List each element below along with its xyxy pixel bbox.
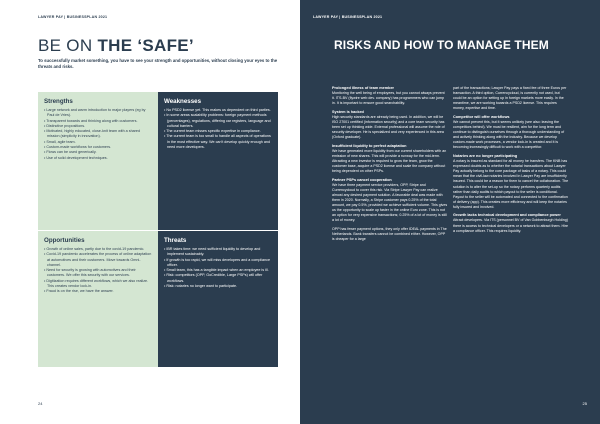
list-item: • Small team, this has a tangible impact when an employee is ill. xyxy=(164,268,272,273)
weaknesses-heading: Weaknesses xyxy=(164,98,202,105)
section-heading: Growth lacks technical development and compliance power xyxy=(453,213,561,218)
page-number: 25 xyxy=(582,401,587,406)
section-heading: Prolonged illness of team member xyxy=(332,86,395,90)
list-item: • The current team is too small to handle all aspects of operations in the most effective way. We can't develop quickly enough and need more developers. xyxy=(164,134,272,150)
opportunities-box xyxy=(38,231,158,367)
list-item: • Motivated, highly educated, close-knit team with a shared mission (simplicity in innovation). xyxy=(44,129,152,140)
list-item: • Digitization requires different workflows, which we also realize. This creates vendor lock-in. xyxy=(44,279,152,290)
weaknesses-box xyxy=(158,92,278,231)
risk-section xyxy=(453,86,569,111)
section-text: High security standards are already being used. In addition, we will be ISO 27001 certified (information security) and a core team security has been set up thinking wide. External professional will assume the role of security developer. He is specialized and very experienced in this area (Oxford graduate). xyxy=(332,114,445,140)
risk-section xyxy=(332,178,448,224)
page-title xyxy=(38,36,194,56)
strengths-box xyxy=(38,92,158,231)
risk-section xyxy=(332,110,448,140)
list-item: • Use of solid development techniques. xyxy=(44,156,152,161)
intro-text: To successfully market something, you have to see your strength and opportunities, without closing your eyes to the threats and risks. xyxy=(38,58,278,69)
risk-section xyxy=(332,227,448,242)
opportunities-list xyxy=(44,247,152,295)
list-item: • The current team misses specific expertise in compliance. xyxy=(164,129,272,134)
strengths-list xyxy=(44,108,152,161)
list-item: • If growth is too rapid, we will miss developers and a compliance officer. xyxy=(164,258,272,269)
section-text: A notary is insured as standard for all money he transfers. The KNB has expressed doubts as to whether the notarial transactions about Lawyer Pay actually belong to the core package of tasks of a notary. This could mean that the civil-law notaries involved in Lawyer Pay are insufficiently insured. This could be a reason for them to cancel the collaboration. The solution is to alter the set-up so the notary performs quarterly audits rather than daily audits to which payout to the seller is conditional. Payout to the seller will be automated and connected to the confirmation of delivery (app). This creates more efficiency and will keep the notaries fully insured and involved. xyxy=(453,159,569,209)
threats-heading: Threats xyxy=(164,237,187,244)
list-item: • Distinctive propositions. xyxy=(44,124,152,129)
list-item: • Risk: competitors (OPP, GoCredible, Large PSPs) will offer workflows. xyxy=(164,273,272,284)
text-column-left xyxy=(332,86,448,246)
risk-section xyxy=(453,213,569,233)
right-page xyxy=(300,0,600,424)
list-item: • Risk: notaries no longer want to participate. xyxy=(164,284,272,289)
title-light: BE ON xyxy=(38,36,98,55)
section-heading: System is hacked xyxy=(332,109,364,114)
strengths-heading: Strengths xyxy=(44,98,73,105)
risk-section xyxy=(332,144,448,174)
page-title: RISKS AND HOW TO MANAGE THEM xyxy=(334,38,549,52)
threats-list xyxy=(164,247,272,289)
running-head: LAWYER PAY | BUSINESSPLAN 2021 xyxy=(313,15,383,19)
title-bold: THE ‘SAFE’ xyxy=(97,36,194,55)
section-heading: Notaries are no longer participating xyxy=(453,154,518,159)
list-item: • Flows can be used generically. xyxy=(44,150,152,155)
opportunities-heading: Opportunities xyxy=(44,237,85,244)
section-heading: Competitor will offer workflows xyxy=(453,114,510,119)
list-item: • Growth of online sales, partly due to the covid-19 pandemic. xyxy=(44,247,152,252)
list-item: • IBR takes time: we need sufficient liquidity to develop and implement sustainably. xyxy=(164,247,272,258)
list-item: • No PSD2 license yet. This makes us dependent on third parties. xyxy=(164,108,272,113)
section-text: Attract developers. Via ITS (personnel BV of Van Gobbenburgh Holding) there is access to technical developers or a network to attract them. Hire a compliance officer. This requires liquidity. xyxy=(453,218,569,233)
section-heading: Insufficient liquidity to perfect adaptation xyxy=(332,143,407,148)
section-text: We have generated more liquidity from our current shareholders with an emission of new shares. This will provide a runway for the mid-term. Attracting a new investor is required to grow the team, grow the customer base, acquire a PSD2 license and scale the company without being dependent on other PSPs. xyxy=(332,148,447,174)
list-item: • Fraud is on the rise, we have the answer. xyxy=(44,289,152,294)
list-item: • Custom-made workflows for customers. xyxy=(44,145,152,150)
text-column-right xyxy=(453,86,569,237)
list-item: • Small, agile team. xyxy=(44,140,152,145)
list-item: • Large network and warm introduction to major players (eg by Paul de Vries). xyxy=(44,108,152,119)
section-heading: Partner PSPs cancel cooperation xyxy=(332,177,392,182)
list-item: • Need for security is growing with automotives and their customers. We offer this security with our services. xyxy=(44,268,152,279)
section-text: We cannot prevent this, but it seems unlikely (see also: leaving the competitors behind). We must be resilient, aim for the long term and continue to distinguish ourselves through a thorough understanding of and actively thinking along with the industry. Because we develop custom-made work processes, a vendor lock-in is created and it is becoming increasingly difficult to work with a competitor. xyxy=(453,119,565,150)
risk-section xyxy=(332,86,448,106)
running-head: LAWYER PAY | BUSINESSPLAN 2021 xyxy=(38,15,108,19)
page-number: 24 xyxy=(38,401,43,406)
section-text: We have three payment service providers, OPP, Stripe and Currencycloud to cover this risk. Via Stripe Lawyer Pay can realize almost any desired payment solution. A favorable deal was made with them in 2020. Normally, a Stripe customer pays 0.25% of the total amount, we pay 0.5%, provided we achieve sufficient volume. This gives us the opportunity to scale up faster in the online Euro zone. This is not an option for very expensive transactions; 0.25% of a lot of money is still a lot of money. xyxy=(332,182,448,223)
section-text: Monitoring the well being of employees, but you cannot always prevent it. ITS-BV (flywire web dev. company) has programmers who can jump in. It is important to ensure good searchability. xyxy=(332,91,445,106)
risk-section xyxy=(453,115,569,151)
list-item: • In some areas scalability problems: foreign payment methods (percentages), regulations, differing car registers, language and cultural barriers. xyxy=(164,113,272,129)
list-item: • Covid-19 pandemic accelerates the process of online adaptation at automotives and their customers. Move towards Omni-channel. xyxy=(44,252,152,268)
list-item: • Transparent towards and thinking along with customers. xyxy=(44,119,152,124)
section-text: OPP has fewer payment options, they only offer IDEAL payments in The Netherlands. Bank transfers cannot be combined either. However, OPP is cheaper for a large xyxy=(332,226,447,242)
weaknesses-list xyxy=(164,108,272,150)
risk-section xyxy=(453,154,569,210)
section-text: part of the transactions; Lawyer Pay pays a fixed fee of three Euros per transaction. A third option, Currencycloud, is currently not used, but could be an option for setting up in foreign markets more easily. In the meantime, we are working towards a PSD2 license. This requires money, expertise and time. xyxy=(453,86,567,111)
threats-box xyxy=(158,231,278,367)
